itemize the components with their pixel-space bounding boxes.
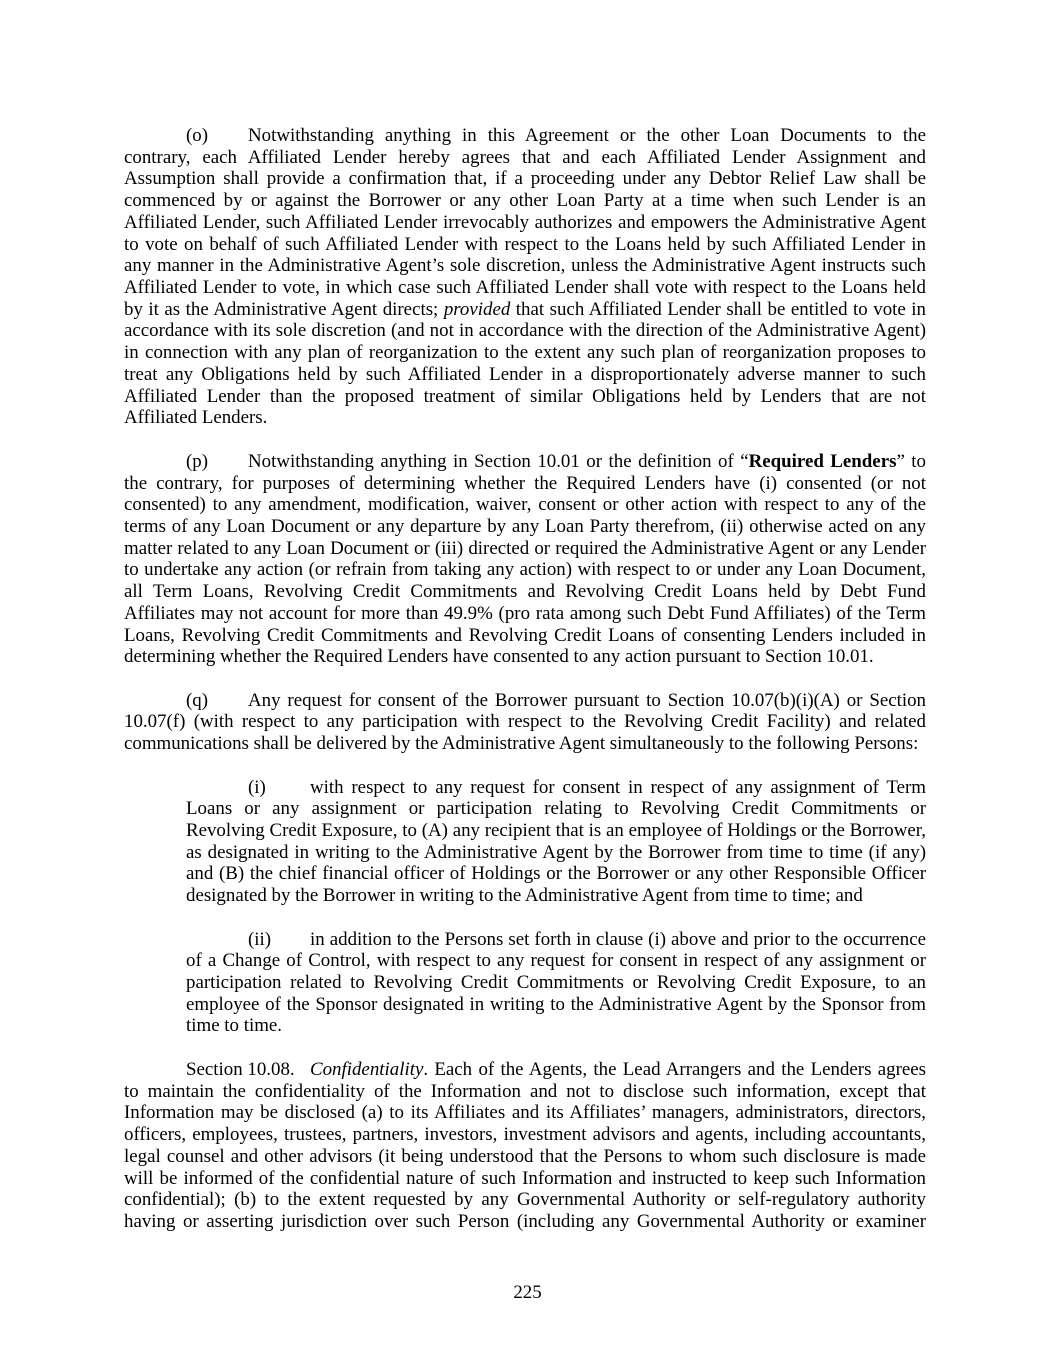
paragraph-label: (p): [186, 450, 209, 472]
text-line: determining whether the Required Lenders have consented to any action pursuant to Section 10.01.: [124, 646, 874, 668]
text-line: treat any Obligations held by such Affiliated Lender in a disproportionately adverse manner to such: [124, 363, 926, 385]
clause-i: [186, 777, 926, 907]
text-line: accordance with its sole discretion (and not in accordance with the direction of the Administrative Agent): [124, 320, 926, 342]
text-line: communications shall be delivered by the Administrative Agent simultaneously to the following Persons:: [124, 733, 919, 755]
defined-term-required-lenders: Required Lenders: [748, 450, 897, 472]
text-line: [186, 929, 926, 951]
text-line: Affiliated Lender to vote, in which case such Affiliated Lender shall vote with respect to the Loans held: [124, 277, 926, 299]
text-line: Affiliated Lender than the proposed treatment of similar Obligations held by Lenders that are not: [124, 385, 926, 407]
text-line: and (B) the chief financial officer of Holdings or the Borrower or any other Responsible Officer: [186, 863, 926, 885]
text-line: contrary, each Affiliated Lender hereby agrees that and each Affiliated Lender Assignment and: [124, 146, 926, 168]
text-line: Loans, Revolving Credit Commitments and Revolving Credit Loans of consenting Lenders included in: [124, 624, 926, 646]
text-line: Assumption shall provide a confirmation that, if a proceeding under any Debtor Relief Law shall be: [124, 168, 926, 190]
paragraph-label: (o): [186, 125, 209, 146]
paragraph-p: [124, 451, 926, 668]
italic-term-provided: provided: [443, 298, 511, 320]
paragraph-label: (q): [186, 689, 209, 711]
text-line: Revolving Credit Exposure, to (A) any recipient that is an employee of Holdings or the Borrower,: [186, 820, 926, 841]
clause-ii: [186, 929, 926, 1038]
text-line: [124, 690, 926, 712]
clause-label: (i): [248, 776, 266, 798]
text-line: Affiliated Lenders.: [124, 407, 268, 429]
line-text: . Each of the Agents, the Lead Arrangers and the Lenders agrees: [423, 1058, 926, 1080]
line-text: [248, 451, 926, 473]
line-text: Any request for consent of the Borrower pursuant to Section 10.07(b)(i)(A) or Section: [248, 689, 926, 711]
text-line: Affiliates may not account for more than 49.9% (pro rata among such Debt Fund Affiliates) of the Term: [124, 602, 926, 624]
text-line: [124, 299, 926, 321]
text-line: 10.07(f) (with respect to any participation with respect to the Revolving Credit Facility) and related: [124, 711, 926, 733]
text-line: matter related to any Loan Document or (iii) directed or required the Administrative Agent or any Lender: [124, 537, 926, 559]
text-line: terms of any Loan Document or any departure by any Loan Party therefrom, (ii) otherwise acted on any: [124, 515, 926, 537]
section-10-08: [124, 1059, 926, 1233]
text-line: in connection with any plan of reorganization to the extent any such plan of reorganization proposes to: [124, 342, 926, 364]
line-text: by it as the Administrative Agent directs;: [124, 298, 444, 320]
text-line: commenced by or against the Borrower or any other Loan Party at a time when such Lender is an: [124, 190, 926, 212]
text-line: confidential); (b) to the extent requested by any Governmental Authority or self-regulatory authority: [124, 1189, 926, 1211]
text-line: all Term Loans, Revolving Credit Commitments and Revolving Credit Loans held by Debt Fund: [124, 581, 926, 603]
line-text: with respect to any request for consent in respect of any assignment of Term: [310, 776, 926, 798]
line-text: ” to: [896, 450, 926, 472]
text-line: any manner in the Administrative Agent’s sole discretion, unless the Administrative Agent instructs such: [124, 255, 926, 277]
text-line: the contrary, for purposes of determining whether the Required Lenders have (i) consented (or not: [124, 472, 926, 494]
text-line: consented) to any amendment, modification, waiver, consent or other action with respect to any of the: [124, 494, 926, 516]
text-line: time to time.: [186, 1015, 283, 1037]
text-line: to vote on behalf of such Affiliated Lender with respect to the Loans held by such Affiliated Lender in: [124, 233, 926, 255]
text-line: Information may be disclosed (a) to its Affiliates and its Affiliates’ managers, administrators, directors,: [124, 1102, 926, 1124]
text-line: to undertake any action (or refrain from taking any action) with respect to or under any Loan Document,: [124, 559, 926, 581]
line-text: in addition to the Persons set forth in clause (i) above and prior to the occurrence: [310, 928, 926, 950]
text-line: [124, 1059, 926, 1081]
text-line: as designated in writing to the Administrative Agent by the Borrower from time to time (if any): [186, 841, 926, 863]
text-line: legal counsel and other advisors (it being understood that the Persons to whom such disclosure is made: [124, 1145, 926, 1167]
paragraph-o: [124, 125, 926, 429]
text-line: Loans or any assignment or participation relating to Revolving Credit Commitments or: [186, 798, 926, 820]
text-line: will be informed of the confidential nature of such Information and instructed to keep such Information: [124, 1167, 926, 1189]
text-line: [186, 777, 926, 799]
text-line: Affiliated Lender, such Affiliated Lender irrevocably authorizes and empowers the Administrative Agent: [124, 211, 926, 233]
text-line: participation related to Revolving Credit Commitments or Revolving Credit Exposure, to an: [186, 972, 926, 994]
text-line: to maintain the confidentiality of the Information and not to disclose such information, except that: [124, 1080, 926, 1102]
text-line: [124, 451, 926, 473]
document-page: [124, 125, 926, 1254]
section-label: Section 10.08.: [186, 1058, 295, 1080]
line-text: that such Affiliated Lender shall be entitled to vote in: [510, 298, 926, 320]
text-line: designated by the Borrower in writing to the Administrative Agent from time to time; and: [186, 885, 863, 907]
line-text: [310, 1059, 926, 1081]
line-text: Notwithstanding anything in this Agreement or the other Loan Documents to the: [248, 125, 926, 146]
paragraph-q: [124, 690, 926, 755]
text-line: employee of the Sponsor designated in writing to the Administrative Agent by the Sponsor from: [186, 993, 926, 1015]
section-heading-confidentiality: Confidentiality: [310, 1058, 424, 1080]
text-line: of a Change of Control, with respect to any request for consent in respect of any assignment or: [186, 950, 926, 972]
text-line: having or asserting jurisdiction over such Person (including any Governmental Authority or examiner: [124, 1210, 926, 1232]
line-text: Notwithstanding anything in Section 10.01 or the definition of “: [248, 450, 749, 472]
page-number: 225: [513, 1282, 542, 1303]
text-line: [124, 125, 926, 147]
clause-label: (ii): [248, 928, 272, 950]
text-line: officers, employees, trustees, partners, investors, investment advisors and agents, including accountants,: [124, 1124, 926, 1146]
